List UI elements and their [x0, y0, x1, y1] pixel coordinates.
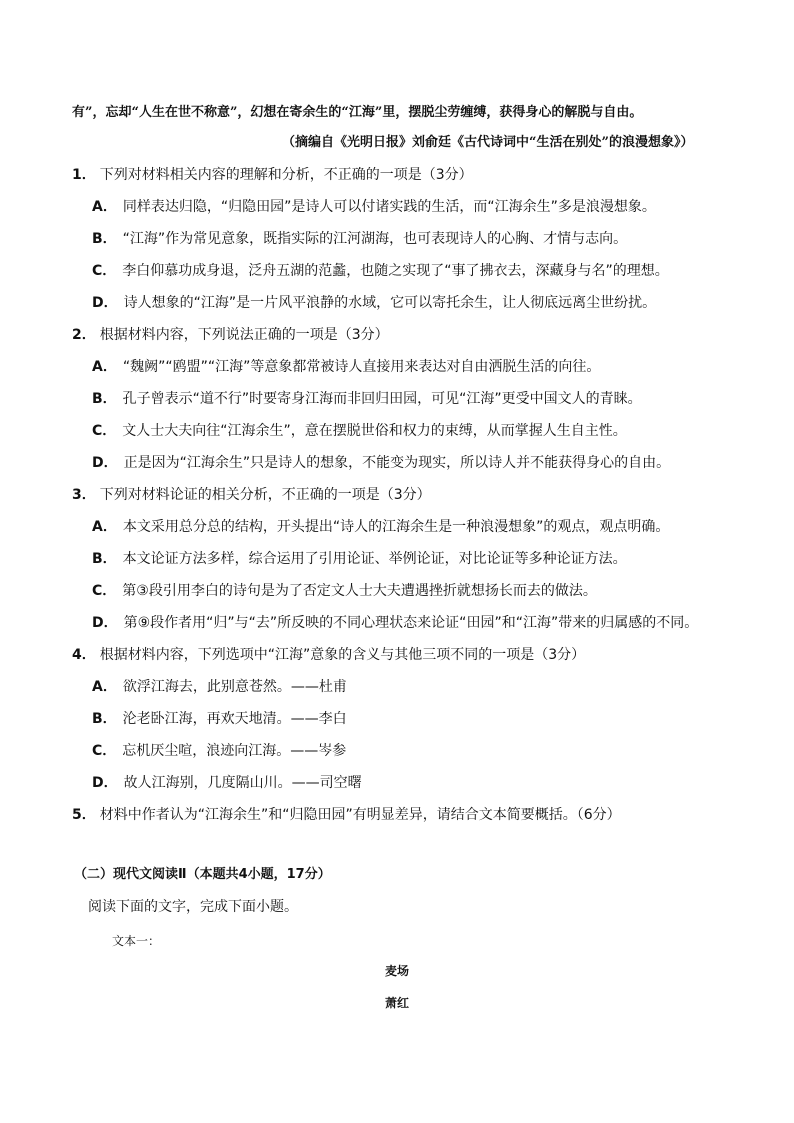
option-4d — [92, 774, 362, 792]
option-1b — [92, 230, 627, 248]
question-stem: 根据材料内容，下列说法正确的一项是（3分） — [99, 327, 389, 343]
option-letter: C． — [92, 743, 117, 759]
option-2d — [92, 454, 670, 472]
question-5 — [72, 806, 621, 824]
option-text: 欲浮江海去，此别意苍然。——杜甫 — [122, 679, 347, 695]
option-letter: D． — [92, 775, 118, 791]
option-3c — [92, 582, 597, 600]
option-1d — [92, 294, 656, 312]
option-4c — [92, 742, 346, 760]
option-text: 故人江海别，几度隔山川。——司空曙 — [123, 775, 362, 791]
option-2c — [92, 422, 627, 440]
question-number: 3． — [72, 487, 96, 503]
option-3b — [92, 550, 627, 568]
question-4 — [72, 646, 585, 664]
option-letter: D． — [92, 295, 118, 311]
article-title: 麦场 — [384, 964, 409, 978]
option-letter: B． — [92, 551, 117, 567]
option-letter: A． — [92, 679, 117, 695]
question-3 — [72, 486, 431, 504]
option-1a — [92, 198, 656, 216]
option-text: 第③段引用李白的诗句是为了否定文人士大夫遭遇挫折就想扬长而去的做法。 — [122, 583, 597, 599]
question-stem: 下列对材料论证的相关分析，不正确的一项是（3分） — [99, 487, 431, 503]
option-text: 同样表达归隐，“归隐田园”是诗人可以付诸实践的生活，而“江海余生”多是浪漫想象。 — [122, 199, 656, 215]
source-citation: （摘编自《光明日报》刘俞廷《古代诗词中“生活在别处”的浪漫想象》） — [282, 135, 694, 150]
option-1c — [92, 262, 669, 280]
option-letter: A． — [92, 359, 117, 375]
section-instruction: 阅读下面的文字，完成下面小题。 — [88, 899, 298, 915]
article-author: 萧红 — [384, 996, 409, 1010]
question-number: 2． — [72, 327, 96, 343]
option-text: 第⑨段作者用“归”与“去”所反映的不同心理状态来论证“田园”和“江海”带来的归属感的不同。 — [123, 615, 699, 631]
option-letter: D． — [92, 615, 118, 631]
option-letter: A． — [92, 199, 117, 215]
option-text: 本文采用总分总的结构，开头提出“诗人的江海余生是一种浪漫想象”的观点，观点明确。 — [122, 519, 670, 535]
question-number: 4． — [72, 647, 96, 663]
option-letter: A． — [92, 519, 117, 535]
option-3a — [92, 518, 669, 536]
option-text: 忘机厌尘喧，浪迹向江海。——岑参 — [122, 743, 347, 759]
section-heading: （二）现代文阅读Ⅱ（本题共4小题，17分） — [74, 867, 331, 882]
option-4a — [92, 678, 347, 696]
option-text: 本文论证方法多样，综合运用了引用论证、举例论证，对比论证等多种论证方法。 — [122, 551, 627, 567]
option-2a — [92, 358, 600, 376]
question-2 — [72, 326, 389, 344]
option-letter: C． — [92, 423, 117, 439]
option-4b — [92, 710, 347, 728]
option-text: 李白仰慕功成身退，泛舟五湖的范蠡，也随之实现了“事了拂衣去，深藏身与名”的理想。 — [122, 263, 669, 279]
text-label: 文本一： — [112, 934, 161, 948]
option-text: 沦老卧江海，再欢天地清。——李白 — [122, 711, 347, 727]
option-letter: C． — [92, 583, 117, 599]
option-text: 正是因为“江海余生”只是诗人的想象，不能变为现实，所以诗人并不能获得身心的自由。 — [123, 455, 671, 471]
question-number: 1． — [72, 167, 96, 183]
option-2b — [92, 390, 642, 408]
option-text: 文人士大夫向往“江海余生”，意在摆脱世俗和权力的束缚，从而掌握人生自主性。 — [122, 423, 627, 439]
option-3d — [92, 614, 698, 632]
question-stem: 下列对材料相关内容的理解和分析，不正确的一项是（3分） — [99, 167, 473, 183]
question-stem: 根据材料内容，下列选项中“江海”意象的含义与其他三项不同的一项是（3分） — [99, 647, 586, 663]
question-1 — [72, 166, 473, 184]
option-letter: D． — [92, 455, 118, 471]
option-text: “江海”作为常见意象，既指实际的江河湖海，也可表现诗人的心胸、才情与志向。 — [122, 231, 628, 247]
option-text: 诗人想象的“江海”是一片风平浪静的水域，它可以寄托余生，让人彻底远离尘世纷扰。 — [123, 295, 657, 311]
intro-paragraph-end: 有”，忘却“人生在世不称意”，幻想在寄余生的“江海”里，摆脱尘劳缠缚，获得身心的解脱与自由。 — [72, 105, 643, 120]
option-letter: B． — [92, 231, 117, 247]
option-letter: C． — [92, 263, 117, 279]
option-letter: B． — [92, 391, 117, 407]
option-text: “魏阙”“鸥盟”“江海”等意象都常被诗人直接用来表达对自由洒脱生活的向往。 — [122, 359, 601, 375]
option-text: 孔子曾表示“道不行”时要寄身江海而非回归田园，可见“江海”更受中国文人的青睐。 — [122, 391, 642, 407]
question-number: 5． — [72, 807, 96, 823]
option-letter: B． — [92, 711, 117, 727]
question-stem: 材料中作者认为“江海余生”和“归隐田园”有明显差异，请结合文本简要概括。（6分） — [99, 807, 621, 823]
